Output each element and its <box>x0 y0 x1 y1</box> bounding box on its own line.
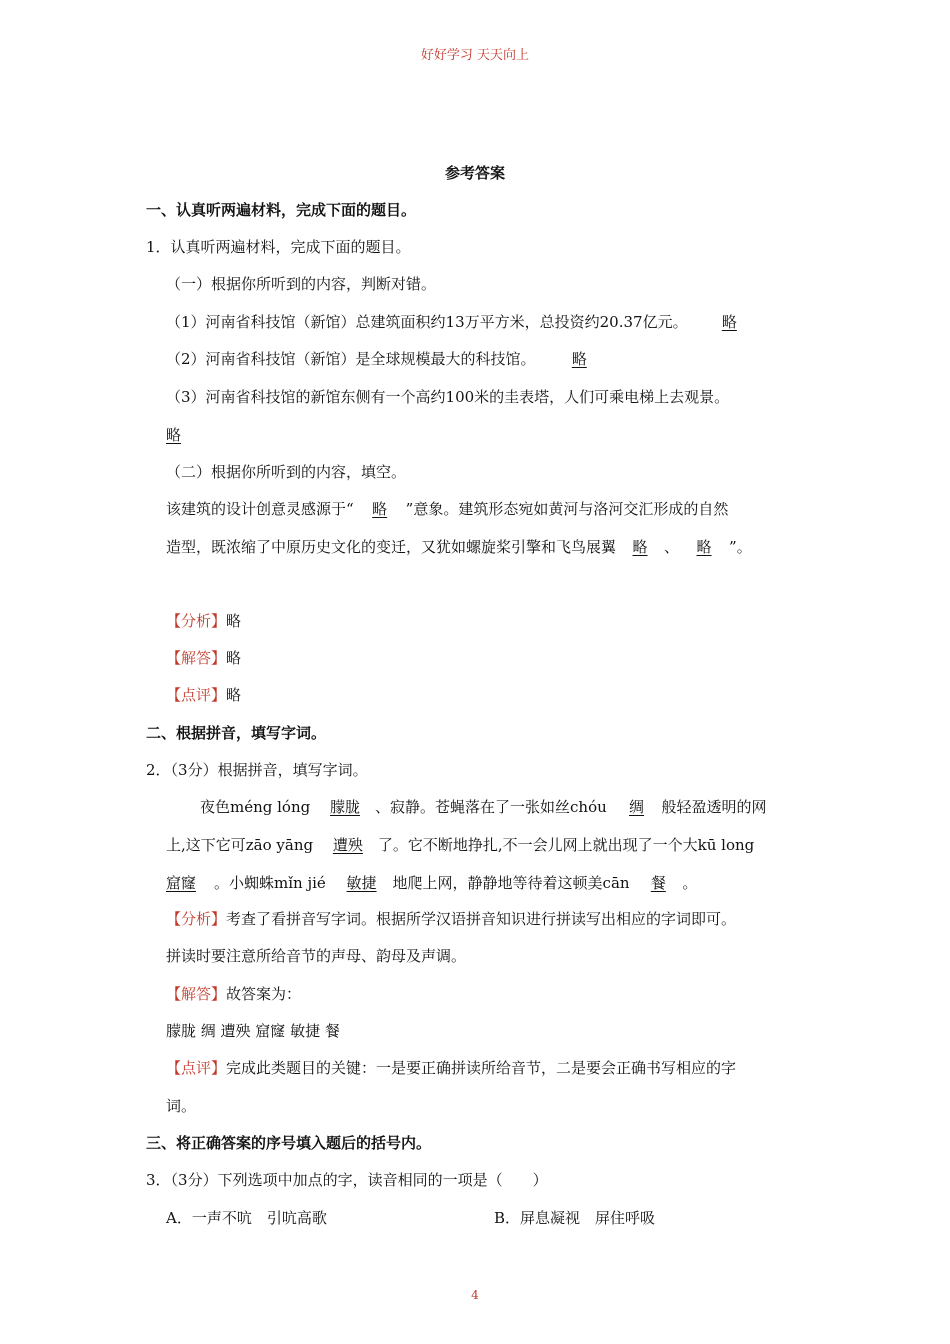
statement-2-text: （2）河南省科技馆（新馆）是全球规模最大的科技馆。 <box>166 350 536 368</box>
question-3: 3．（3分）下列选项中加点的字，读音相同的一项是（ ） <box>146 1171 548 1189</box>
page-header: 好好学习 天天向上 <box>420 48 530 63</box>
statement-3-answer-value: 略 <box>166 426 182 444</box>
pinyin-text-2a: 上,这下它可zāo yāng <box>166 836 318 854</box>
fill-text-b: ”意象。建筑形态宛如黄河与洛河交汇形成的自然 <box>405 500 729 518</box>
fill-blank-1: 略 <box>372 500 388 518</box>
statement-3-answer <box>166 425 200 445</box>
section-2-analysis-cont: 拼读时要注意所给音节的声母、韵母及声调。 <box>166 947 467 965</box>
solution-text: 略 <box>226 649 242 667</box>
section-2-analysis <box>166 909 736 929</box>
section-2-solution <box>166 984 301 1004</box>
fill-blank-3: 略 <box>696 538 712 556</box>
pinyin-line-3 <box>166 873 697 893</box>
section-3-heading: 三、将正确答案的序号填入题后的括号内。 <box>146 1134 432 1152</box>
section-2-comment-cont: 词。 <box>166 1097 197 1115</box>
pinyin-answer-6: 餐 <box>650 874 666 892</box>
fill-text-c: 造型，既浓缩了中原历史文化的变迁，又犹如螺旋桨引擎和飞鸟展翼 <box>166 538 617 556</box>
page-number: 4 <box>471 1288 479 1302</box>
pinyin-line-2 <box>166 835 754 855</box>
fill-blank-2: 略 <box>632 538 648 556</box>
option-b: B．屏息凝视 屏住呼吸 <box>494 1209 656 1227</box>
pinyin-answer-4: 窟窿 <box>166 874 197 892</box>
analysis-tag: 【分析】 <box>166 612 227 630</box>
comment-tag-2: 【点评】 <box>166 1059 227 1077</box>
pinyin-answer-2: 绸 <box>629 798 645 816</box>
statement-1-text: （1）河南省科技馆（新馆）总建筑面积约13万平方米，总投资约20.37亿元。 <box>166 313 688 331</box>
section-2-comment <box>166 1058 736 1078</box>
section-1-analysis <box>166 611 241 631</box>
analysis-text-2: 考查了看拼音写字词。根据所学汉语拼音知识进行拼读写出相应的字词即可。 <box>226 910 737 928</box>
pinyin-text-1a: 夜色méng lóng <box>200 798 315 816</box>
option-a: A．一声不吭 引吭高歌 <box>166 1209 327 1227</box>
section-1-heading: 一、认真听两遍材料，完成下面的题目。 <box>146 201 417 219</box>
section-1-solution <box>166 648 241 668</box>
section-1-comment <box>166 685 241 705</box>
section-2-answer-words: 朦胧 绸 遭殃 窟窿 敏捷 餐 <box>166 1022 340 1040</box>
fill-text-a: 该建筑的设计创意灵感源于“ <box>166 500 354 518</box>
pinyin-text-3a: 。小蜘蛛mǐn jié <box>214 874 331 892</box>
statement-1-answer: 略 <box>721 313 737 331</box>
fill-line-1 <box>166 499 728 519</box>
part-1-instruction: （一）根据你所听到的内容，判断对错。 <box>166 275 437 293</box>
solution-intro-2: 故答案为： <box>226 985 302 1003</box>
comment-text: 略 <box>226 686 242 704</box>
comment-tag: 【点评】 <box>166 686 227 704</box>
analysis-tag-2: 【分析】 <box>166 910 227 928</box>
statement-2 <box>166 349 604 369</box>
pinyin-answer-5: 敏捷 <box>346 874 377 892</box>
statement-1 <box>166 312 752 332</box>
fill-text-e: ”。 <box>729 538 752 556</box>
fill-text-d: 、 <box>664 538 680 556</box>
solution-tag: 【解答】 <box>166 649 227 667</box>
pinyin-text-3b: 地爬上网，静静地等待着这顿美cān <box>392 874 635 892</box>
fill-line-2 <box>166 537 752 557</box>
statement-3: （3）河南省科技馆的新馆东侧有一个高约100米的圭表塔，人们可乘电梯上去观景。 <box>166 388 730 406</box>
pinyin-text-1b: 、寂静。苍蝇落在了一张如丝chóu <box>375 798 612 816</box>
pinyin-text-1c: 般轻盈透明的网 <box>661 798 767 816</box>
statement-2-answer: 略 <box>571 350 587 368</box>
pinyin-text-2b: 了。它不断地挣扎,不一会儿网上就出现了一个大kū long <box>377 836 755 854</box>
pinyin-line-1 <box>200 797 767 817</box>
pinyin-answer-3: 遭殃 <box>332 836 363 854</box>
part-2-instruction: （二）根据你所听到的内容，填空。 <box>166 463 407 481</box>
pinyin-answer-1: 朦胧 <box>329 798 360 816</box>
question-2: 2．（3分）根据拼音，填写字词。 <box>146 761 368 779</box>
comment-text-2: 完成此类题目的关键：一是要正确拼读所给音节，二是要会正确书写相应的字 <box>226 1059 737 1077</box>
page-title: 参考答案 <box>444 164 505 182</box>
pinyin-text-3c: 。 <box>682 874 698 892</box>
analysis-text: 略 <box>226 612 242 630</box>
section-2-heading: 二、根据拼音，填写字词。 <box>146 724 327 742</box>
solution-tag-2: 【解答】 <box>166 985 227 1003</box>
question-1: 1．认真听两遍材料，完成下面的题目。 <box>146 238 411 256</box>
